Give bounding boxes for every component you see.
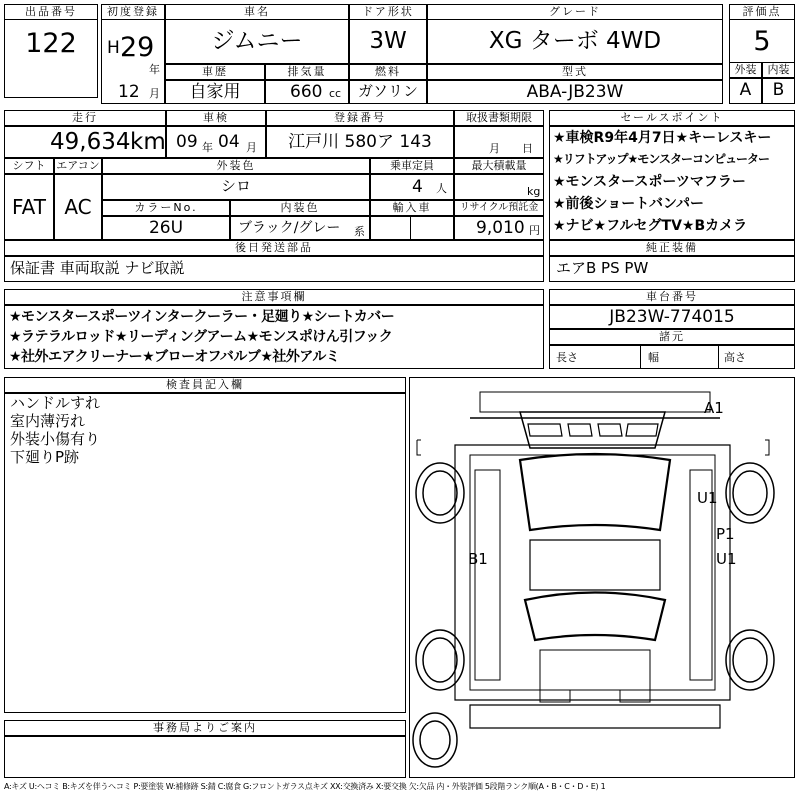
sales-point-line: ★ナビ★フルセグTV★Bカメラ (553, 218, 748, 234)
displacement-label: 排気量 (265, 64, 349, 80)
ac: AC (64, 195, 92, 219)
inspection-label: 車検 (166, 110, 266, 126)
color: シロ (220, 177, 251, 195)
inspector-line: 室内薄汚れ (10, 412, 86, 430)
capacity: 4 (412, 177, 423, 197)
dims-divider (718, 345, 719, 369)
grade: XG ターボ 4WD (488, 28, 662, 54)
lot-label: 出品番号 (4, 4, 98, 20)
office-cell (4, 736, 406, 778)
registration-number: 江戸川 580ア 143 (288, 132, 432, 152)
interior-grade: B (772, 80, 785, 100)
note-line: ★ラテラルロッド★リーディングアーム★モンスポけん引フック (9, 329, 393, 345)
capacity-label: 乗車定員 (370, 158, 454, 174)
interior-color: ブラック/グレー (238, 220, 341, 236)
history-label: 車歴 (165, 64, 265, 80)
sales-point-line: ★モンスタースポーツマフラー (553, 174, 746, 190)
door-label: ドア形状 (349, 4, 427, 20)
rating-label: 評価点 (729, 4, 795, 20)
inspector-label: 検査員記入欄 (4, 377, 406, 393)
notes-label: 注意事項欄 (4, 289, 544, 305)
interior-label: 内装 (762, 62, 795, 78)
legend: A:キズ U:ヘコミ B:キズを伴うヘコミ P:要塗装 W:補修跡 S:錆 C:腐食 G:フロントガラス点キズ XX:交換済み X:要交換 欠:欠品 内・外装評価 5段階ランク順(A・B・C・D・E) 1 (4, 782, 606, 791)
recycle-unit: 円 (529, 224, 540, 237)
note-line: ★社外エアクリーナー★ブローオフバルブ★社外アルミ (9, 349, 340, 365)
fuel: ガソリン (357, 82, 418, 100)
office-label: 事務局よりご案内 (4, 720, 406, 736)
displacement-unit: cc (329, 87, 342, 100)
height-label: 高さ (724, 351, 746, 364)
damage-mark: P1 (716, 525, 735, 543)
exterior-grade: A (739, 80, 752, 100)
sales-points-label: セールスポイント (549, 110, 795, 126)
capacity-unit: 人 (436, 182, 447, 195)
shift: FAT (11, 195, 46, 219)
note-line: ★モンスタースポーツインタークーラー・足廻り★シートカバー (9, 309, 395, 325)
exterior-label: 外装 (729, 62, 762, 78)
inspector-line: 外装小傷有り (10, 430, 101, 448)
month-suffix: 月 (149, 87, 160, 100)
interior-color-suffix: 系 (354, 225, 365, 238)
recycle-label: リサイクル預託金 (454, 200, 544, 216)
manual-month-unit: 月 (489, 142, 500, 155)
recycle: 9,010 (476, 218, 525, 238)
shift-label: シフト (4, 158, 54, 174)
inspection-year-unit: 年 (202, 141, 213, 154)
later-parts-label: 後日発送部品 (4, 240, 544, 256)
model-label: 型式 (427, 64, 723, 80)
rating: 5 (753, 26, 771, 57)
equipment-label: 純正装備 (549, 240, 795, 256)
later-parts: 保証書 車両取説 ナビ取説 (10, 259, 185, 277)
chassis-number: JB23W-774015 (609, 307, 735, 327)
registration-label: 登録番号 (266, 110, 454, 126)
first-reg-year: 29 (120, 32, 155, 63)
color-label: 外装色 (102, 158, 370, 174)
damage-mark: A1 (704, 399, 724, 417)
chassis-label: 車台番号 (549, 289, 795, 305)
grade-label: グレード (427, 4, 723, 20)
displacement: 660 (290, 82, 323, 102)
mileage-unit: km (130, 129, 166, 155)
door-type: 3W (369, 28, 407, 54)
dims-label: 諸元 (549, 329, 795, 345)
dims-divider (640, 345, 641, 369)
first-reg-label: 初度登録 (101, 4, 165, 20)
car-name: ジムニー (211, 28, 303, 54)
era: H (107, 38, 120, 58)
damage-mark: U1 (697, 489, 718, 507)
inspector-line: 下廻りP跡 (10, 448, 80, 466)
manual-day-unit: 日 (522, 142, 533, 155)
fuel-label: 燃料 (349, 64, 427, 80)
equipment: エアB PS PW (556, 259, 649, 277)
damage-diagram (409, 377, 795, 778)
inspection-month: 04 (218, 132, 240, 152)
car-name-label: 車名 (165, 4, 349, 20)
sales-point-line: ★リフトアップ★モンスターコンピューター (553, 152, 769, 166)
sales-point-line: ★前後ショートバンパー (553, 196, 705, 212)
damage-mark: U1 (716, 550, 737, 568)
ac-label: エアコン (54, 158, 102, 174)
mileage-label: 走行 (4, 110, 166, 126)
interior-color-label: 内装色 (230, 200, 370, 216)
inspector-line: ハンドルすれ (10, 394, 101, 412)
year-suffix: 年 (149, 63, 160, 76)
import-label: 輸入車 (370, 200, 454, 216)
color-no-label: カラーNo. (102, 200, 230, 216)
damage-mark: B1 (468, 550, 488, 568)
load-label: 最大積載量 (454, 158, 544, 174)
import-cell (370, 216, 454, 240)
inspection-month-unit: 月 (246, 141, 257, 154)
load-unit: kg (527, 185, 541, 198)
length-label: 長さ (556, 351, 578, 364)
width-label: 幅 (648, 351, 659, 364)
manual-label: 取扱書類期限 (454, 110, 544, 126)
first-reg-month: 12 (118, 82, 140, 102)
model: ABA-JB23W (526, 82, 624, 102)
lot-number: 122 (25, 28, 77, 59)
history: 自家用 (189, 82, 241, 102)
mileage: 49,634 (50, 129, 131, 155)
sales-point-line: ★車検R9年4月7日★キーレスキー (553, 130, 772, 146)
import-divider (410, 216, 411, 240)
dims-cell (549, 345, 795, 369)
color-no: 26U (148, 218, 184, 238)
inspection-year: 09 (176, 132, 198, 152)
